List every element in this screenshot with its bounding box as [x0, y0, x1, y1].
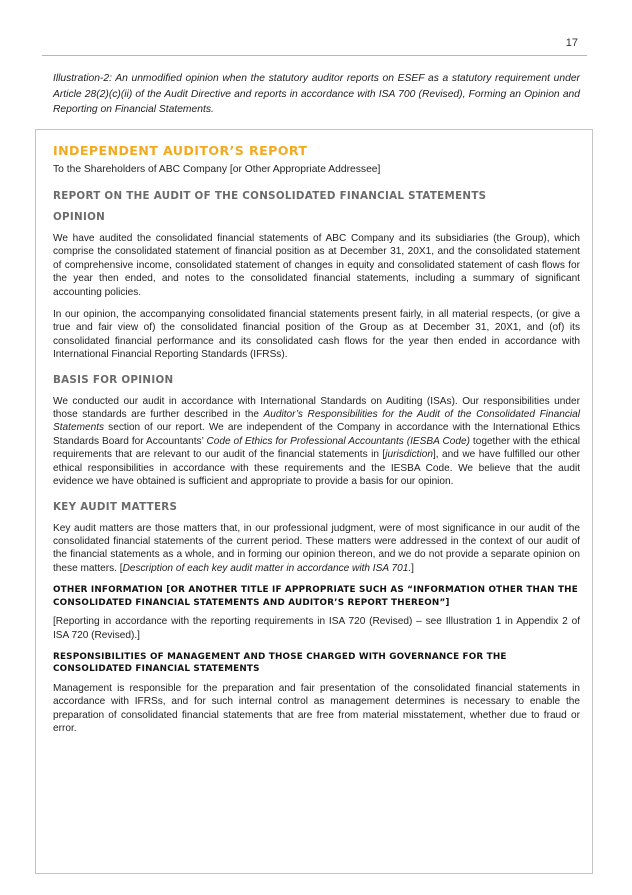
opinion-paragraph-1: We have audited the consolidated financial statements of ABC Company and its subsidiaries (the Group), which comprise the consolidated statement of financial position as at December 31, 20X1, and the consolidated statement of comprehensive income, consolidated statement of changes in equity and consolidated statement of cash flows for the year then ended, and notes to the consolidated financial statements, including a summary of significant accounting policies. — [53, 233, 580, 298]
other-information-heading: OTHER INFORMATION [OR ANOTHER TITLE IF APPROPRIATE SUCH AS “INFORMATION OTHER THAN THE CONSOLIDATED FINANCIAL STATEMENTS AND AUDITOR’S REPORT THEREON”] — [53, 585, 578, 608]
basis-paragraph — [53, 395, 580, 489]
basis-text-5: together with the ethical requirements that are relevant to our audit of the financial statements in [ — [53, 435, 581, 461]
page-number: 17 — [565, 37, 578, 49]
opinion-paragraph-2: In our opinion, the accompanying consolidated financial statements present fairly, in all material respects, (or give a true and fair view of) the consolidated financial position of the Group as at December 31, 20X1, and (of) its consolidated financial performance and its consolidated cash flows for the year then ended in accordance with International Financial Reporting Standards (IFRSs). — [53, 309, 580, 361]
basis-text-4: Code of Ethics for Professional Accountants (IESBA Code) — [206, 435, 470, 447]
kam-heading: KEY AUDIT MATTERS — [53, 500, 178, 513]
basis-heading: BASIS FOR OPINION — [53, 373, 174, 386]
basis-text-1: We conducted our audit in accordance with International Standards on Auditing (ISAs). Our responsibilities under those standards are further described in the — [53, 395, 580, 421]
report-title: INDEPENDENT AUDITOR’S REPORT — [53, 143, 308, 158]
header-divider — [42, 55, 587, 56]
kam-text-1: Key audit matters are those matters that, in our professional judgment, were of most significance in our audit of the consolidated financial statements of the current period. These matters were addressed in the context of our audit of the financial statements as a whole, and in forming our opinion thereon, and we do not provide a separate opinion on these matters. [ — [53, 522, 580, 574]
kam-text-3: ] — [411, 562, 414, 574]
responsibilities-paragraph: Management is responsible for the preparation and fair presentation of the consolidated financial statements in accordance with IFRSs, and for such internal control as management determines is necessary to enable the preparation of consolidated financial statements that are free from material misstatement, whether due to fraud or error. — [53, 682, 580, 735]
kam-text-2: Description of each key audit matter in accordance with ISA 701. — [122, 562, 412, 574]
basis-text-3: section of our report. We are independent of the Company in accordance with the International Ethics Standards Board for Accountants’ — [53, 422, 580, 447]
basis-text-2: Auditor’s Responsibilities for the Audit of the Consolidated Financial Statements — [53, 409, 580, 434]
illustration-caption: Illustration-2: An unmodified opinion when the statutory auditor reports on ESEF as a statutory requirement under Article 28(2)(c)(ii) of the Audit Directive and reports in accordance with ISA 700 (Revised), Forming an Opinion and Reporting on Financial Statements. — [53, 73, 580, 115]
auditor-report — [53, 143, 580, 745]
report-addressee: To the Shareholders of ABC Company [or Other Appropriate Addressee] — [53, 164, 381, 175]
kam-paragraph — [53, 522, 580, 576]
opinion-heading: OPINION — [53, 211, 106, 223]
responsibilities-heading: RESPONSIBILITIES OF MANAGEMENT AND THOSE CHARGED WITH GOVERNANCE FOR THE CONSOLIDATED FINANCIAL STATEMENTS — [53, 651, 507, 675]
basis-text-7: ], and we have fulfilled our other ethical responsibilities in accordance with these requirements and the IESBA Code. We believe that the audit evidence we have obtained is sufficient and appropriate to provide a basis for our opinion. — [53, 449, 580, 488]
section-heading: REPORT ON THE AUDIT OF THE CONSOLIDATED FINANCIAL STATEMENTS — [53, 190, 487, 202]
basis-text-6: jurisdiction — [385, 449, 433, 461]
other-information-paragraph: [Reporting in accordance with the reporting requirements in ISA 720 (Revised) – see Illustration 1 in Appendix 2 of ISA 720 (Revised).] — [53, 616, 580, 641]
